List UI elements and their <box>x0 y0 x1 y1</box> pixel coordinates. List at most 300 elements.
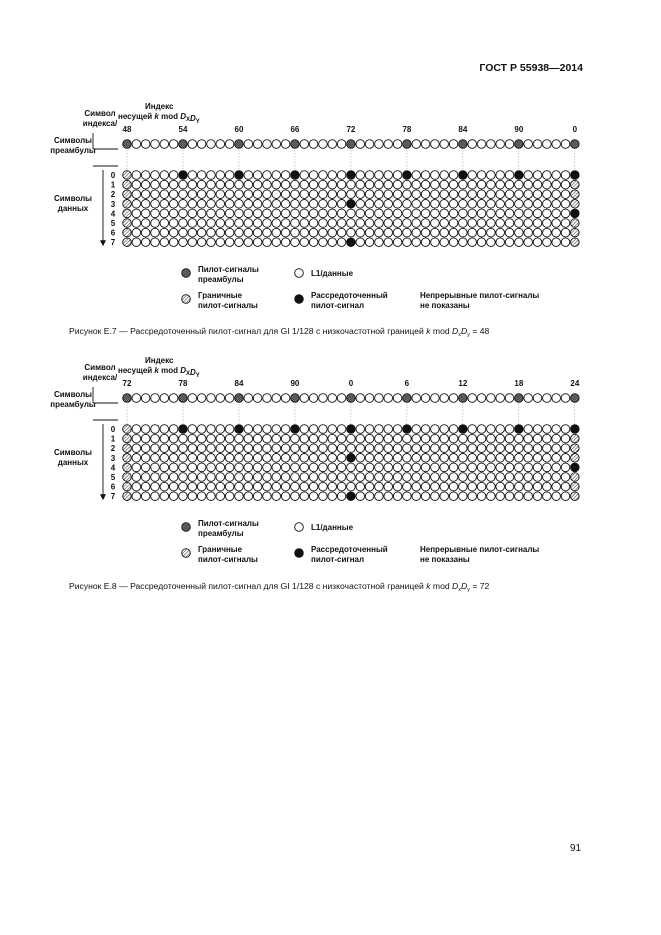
data-cell <box>160 444 169 453</box>
data-cell <box>319 482 328 491</box>
data-cell <box>281 219 290 228</box>
data-cell <box>403 444 412 453</box>
carrier-label-part: X <box>185 371 190 377</box>
data-cell <box>487 492 496 501</box>
data-cell <box>468 140 477 149</box>
data-cell <box>533 444 542 453</box>
legend-edge-pilot-swatch <box>182 549 191 558</box>
data-cell <box>496 219 505 228</box>
data-cell <box>169 425 178 434</box>
data-cell <box>132 200 141 209</box>
data-cell <box>393 394 402 403</box>
data-cell <box>356 463 365 472</box>
data-cell <box>309 190 318 199</box>
data-cell <box>412 454 421 463</box>
data-cell <box>141 425 150 434</box>
data-cell <box>459 209 468 218</box>
data-cell <box>496 394 505 403</box>
figure-e8 <box>0 352 661 592</box>
data-cell <box>552 180 561 189</box>
data-cell <box>225 171 234 180</box>
legend-data-swatch <box>295 269 304 278</box>
scattered-pilot-cell <box>347 454 356 463</box>
data-cell <box>440 228 449 237</box>
data-cell <box>477 473 486 482</box>
data-cell <box>477 394 486 403</box>
data-cell <box>403 190 412 199</box>
data-cell <box>188 473 197 482</box>
data-cell <box>188 190 197 199</box>
data-cell <box>169 492 178 501</box>
data-cell <box>543 190 552 199</box>
data-row-number: 2 <box>110 190 116 200</box>
data-cell <box>263 219 272 228</box>
data-cell <box>421 492 430 501</box>
data-cell <box>207 219 216 228</box>
edge-pilot-cell <box>571 482 580 491</box>
data-cell <box>225 238 234 247</box>
data-cell <box>449 219 458 228</box>
data-row-number: 7 <box>110 492 116 502</box>
legend-preamble-pilots: Пилот-сигналы <box>198 265 259 274</box>
data-cell <box>291 434 300 443</box>
data-cell <box>421 200 430 209</box>
data-cell <box>440 434 449 443</box>
data-cell <box>533 238 542 247</box>
data-cell <box>431 238 440 247</box>
data-cell <box>309 425 318 434</box>
data-cell <box>375 454 384 463</box>
data-cell <box>328 209 337 218</box>
data-cell <box>384 434 393 443</box>
data-cell <box>197 444 206 453</box>
data-cell <box>356 219 365 228</box>
data-cell <box>179 454 188 463</box>
data-cell <box>169 171 178 180</box>
legend-continual-pilots: Непрерывные пилот-сигналы <box>420 545 540 554</box>
data-cell <box>384 473 393 482</box>
data-cell <box>244 140 253 149</box>
data-cell <box>272 200 281 209</box>
data-cell <box>468 238 477 247</box>
data-cell <box>412 425 421 434</box>
data-cell <box>300 238 309 247</box>
data-cell <box>291 200 300 209</box>
data-cell <box>384 209 393 218</box>
carrier-label-part: Y <box>195 119 200 125</box>
data-cell <box>487 200 496 209</box>
data-cell <box>319 394 328 403</box>
data-cell <box>393 228 402 237</box>
data-cell <box>524 444 533 453</box>
data-cell <box>328 228 337 237</box>
data-cell <box>253 454 262 463</box>
data-cell <box>393 492 402 501</box>
data-symbols-label: Символы <box>53 194 93 203</box>
carrier-label-part: D <box>190 368 196 377</box>
data-cell <box>403 219 412 228</box>
data-cell <box>253 140 262 149</box>
data-cell <box>235 463 244 472</box>
data-cell <box>253 180 262 189</box>
data-cell <box>533 425 542 434</box>
preamble-pilot-cell <box>403 394 412 403</box>
data-cell <box>188 171 197 180</box>
data-cell <box>449 482 458 491</box>
data-cell <box>477 463 486 472</box>
data-cell <box>151 425 160 434</box>
scattered-pilot-cell <box>235 425 244 434</box>
legend-edge-pilots: пилот-сигналы <box>198 301 258 310</box>
data-symbols-label: данных <box>57 204 89 213</box>
data-cell <box>505 463 514 472</box>
data-cell <box>141 228 150 237</box>
data-cell <box>300 444 309 453</box>
data-cell <box>431 454 440 463</box>
data-cell <box>328 463 337 472</box>
edge-pilot-cell <box>571 473 580 482</box>
data-cell <box>468 171 477 180</box>
edge-pilot-cell <box>123 190 132 199</box>
carrier-label-part: D <box>177 112 186 121</box>
data-cell <box>421 190 430 199</box>
data-cell <box>328 140 337 149</box>
data-cell <box>384 425 393 434</box>
legend-l1-data: L1/данные <box>311 523 354 532</box>
data-cell <box>319 473 328 482</box>
data-cell <box>347 482 356 491</box>
data-cell <box>319 171 328 180</box>
data-cell <box>207 190 216 199</box>
data-cell <box>132 209 141 218</box>
data-cell <box>496 454 505 463</box>
data-cell <box>552 209 561 218</box>
data-cell <box>356 200 365 209</box>
caption-mod: mod <box>432 326 450 336</box>
carrier-index-tick: 72 <box>346 125 356 134</box>
data-cell <box>235 434 244 443</box>
data-cell <box>253 473 262 482</box>
data-cell <box>337 454 346 463</box>
data-cell <box>291 190 300 199</box>
data-cell <box>552 394 561 403</box>
data-cell <box>188 463 197 472</box>
data-cell <box>421 473 430 482</box>
scattered-pilot-cell <box>403 425 412 434</box>
preamble-symbols-label: Символы <box>53 136 93 145</box>
data-row-number: 6 <box>110 482 116 492</box>
data-cell <box>179 190 188 199</box>
data-cell <box>533 473 542 482</box>
data-cell <box>300 180 309 189</box>
data-cell <box>300 425 309 434</box>
data-cell <box>291 209 300 218</box>
caption-dy-sub: y <box>467 332 470 338</box>
data-cell <box>384 200 393 209</box>
data-cell <box>524 238 533 247</box>
data-cell <box>384 171 393 180</box>
data-cell <box>431 394 440 403</box>
data-cell <box>440 473 449 482</box>
caption-k: k <box>426 581 431 591</box>
data-cell <box>468 219 477 228</box>
scattered-pilot-cell <box>515 425 524 434</box>
data-cell <box>244 454 253 463</box>
data-cell <box>197 228 206 237</box>
data-cell <box>300 492 309 501</box>
figure-e7-caption <box>69 326 489 338</box>
data-cell <box>487 140 496 149</box>
data-cell <box>300 190 309 199</box>
data-cell <box>309 473 318 482</box>
data-cell <box>216 219 225 228</box>
data-cell <box>160 209 169 218</box>
data-cell <box>543 434 552 443</box>
data-cell <box>477 454 486 463</box>
data-cell <box>533 394 542 403</box>
data-cell <box>225 425 234 434</box>
data-cell <box>412 463 421 472</box>
caption-prefix: Рисунок Е.8 — Рассредоточенный пилот-сигнал для GI 1/128 с низкочастотной границей <box>69 581 424 591</box>
data-cell <box>384 482 393 491</box>
data-cell <box>375 394 384 403</box>
data-cell <box>319 180 328 189</box>
data-cell <box>188 209 197 218</box>
data-cell <box>272 140 281 149</box>
data-cell <box>375 492 384 501</box>
data-cell <box>244 473 253 482</box>
data-row-number: 3 <box>110 453 116 463</box>
data-cell <box>347 190 356 199</box>
data-cell <box>300 140 309 149</box>
data-cell <box>515 180 524 189</box>
data-cell <box>347 180 356 189</box>
data-cell <box>459 219 468 228</box>
scattered-pilot-cell <box>291 425 300 434</box>
data-cell <box>365 190 374 199</box>
data-cell <box>244 180 253 189</box>
data-cell <box>235 209 244 218</box>
data-cell <box>477 219 486 228</box>
data-cell <box>552 434 561 443</box>
data-cell <box>421 425 430 434</box>
data-cell <box>459 190 468 199</box>
edge-pilot-cell <box>571 180 580 189</box>
data-cell <box>524 482 533 491</box>
data-cell <box>421 238 430 247</box>
data-cell <box>561 482 570 491</box>
data-cell <box>449 180 458 189</box>
data-cell <box>468 180 477 189</box>
data-cell <box>291 238 300 247</box>
legend-edge-pilots: Граничные <box>198 291 243 300</box>
data-cell <box>365 219 374 228</box>
data-cell <box>449 228 458 237</box>
data-cell <box>365 454 374 463</box>
data-cell <box>384 180 393 189</box>
data-cell <box>487 444 496 453</box>
data-cell <box>515 482 524 491</box>
data-cell <box>197 482 206 491</box>
edge-pilot-cell <box>123 209 132 218</box>
data-cell <box>524 180 533 189</box>
scattered-pilot-cell <box>347 171 356 180</box>
data-cell <box>281 473 290 482</box>
data-cell <box>347 228 356 237</box>
data-cell <box>225 394 234 403</box>
data-cell <box>337 434 346 443</box>
data-cell <box>431 219 440 228</box>
data-cell <box>337 209 346 218</box>
data-cell <box>384 492 393 501</box>
data-cell <box>347 434 356 443</box>
data-cell <box>543 180 552 189</box>
data-cell <box>561 238 570 247</box>
data-cell <box>300 219 309 228</box>
carrier-index-tick: 0 <box>572 125 578 134</box>
data-cell <box>235 219 244 228</box>
data-cell <box>365 434 374 443</box>
data-cell <box>151 219 160 228</box>
data-cell <box>309 171 318 180</box>
carrier-label-part: mod <box>158 366 178 375</box>
carrier-index-label: Индекс <box>145 356 174 365</box>
data-cell <box>412 482 421 491</box>
data-cell <box>431 482 440 491</box>
data-cell <box>468 454 477 463</box>
data-cell <box>431 200 440 209</box>
data-cell <box>319 492 328 501</box>
data-cell <box>375 209 384 218</box>
scattered-pilot-cell <box>403 171 412 180</box>
data-cell <box>132 463 141 472</box>
data-cell <box>291 180 300 189</box>
data-cell <box>319 238 328 247</box>
data-cell <box>487 171 496 180</box>
data-cell <box>365 463 374 472</box>
data-cell <box>244 394 253 403</box>
data-cell <box>337 473 346 482</box>
data-cell <box>561 140 570 149</box>
data-cell <box>533 482 542 491</box>
data-cell <box>459 482 468 491</box>
preamble-pilot-cell <box>235 140 244 149</box>
data-cell <box>272 228 281 237</box>
data-cell <box>207 463 216 472</box>
edge-pilot-cell <box>571 200 580 209</box>
preamble-pilot-cell <box>459 394 468 403</box>
data-cell <box>412 180 421 189</box>
data-cell <box>244 482 253 491</box>
preamble-pilot-cell <box>179 140 188 149</box>
data-cell <box>272 434 281 443</box>
data-cell <box>337 200 346 209</box>
data-cell <box>281 434 290 443</box>
data-cell <box>151 228 160 237</box>
legend-preamble-pilots: Пилот-сигналы <box>198 519 259 528</box>
data-cell <box>440 463 449 472</box>
data-cell <box>300 171 309 180</box>
scattered-pilot-cell <box>235 171 244 180</box>
data-cell <box>188 180 197 189</box>
data-cell <box>347 219 356 228</box>
data-cell <box>132 482 141 491</box>
data-cell <box>552 454 561 463</box>
data-cell <box>151 454 160 463</box>
data-cell <box>496 463 505 472</box>
data-cell <box>216 140 225 149</box>
legend-l1-data: L1/данные <box>311 269 354 278</box>
data-cell <box>552 238 561 247</box>
legend-preamble-pilots: преамбулы <box>198 275 244 284</box>
edge-pilot-cell <box>123 463 132 472</box>
data-cell <box>253 219 262 228</box>
data-cell <box>356 394 365 403</box>
data-cell <box>561 454 570 463</box>
legend-edge-pilots: Граничные <box>198 545 243 554</box>
data-cell <box>207 482 216 491</box>
data-cell <box>393 238 402 247</box>
data-cell <box>487 180 496 189</box>
data-cell <box>524 425 533 434</box>
edge-pilot-cell <box>123 454 132 463</box>
data-cell <box>393 482 402 491</box>
data-cell <box>141 482 150 491</box>
data-cell <box>356 238 365 247</box>
data-cell <box>440 190 449 199</box>
data-cell <box>552 171 561 180</box>
figure-e8-caption <box>69 581 489 593</box>
data-cell <box>505 394 514 403</box>
data-cell <box>375 238 384 247</box>
data-cell <box>421 444 430 453</box>
data-cell <box>328 482 337 491</box>
data-cell <box>337 190 346 199</box>
data-cell <box>132 425 141 434</box>
data-row-number: 0 <box>110 425 116 434</box>
caption-dy-sub: y <box>467 587 470 593</box>
data-cell <box>309 492 318 501</box>
data-row-number: 1 <box>110 434 116 444</box>
data-cell <box>169 190 178 199</box>
legend-preamble-pilot-swatch <box>182 269 191 278</box>
data-cell <box>449 434 458 443</box>
preamble-symbols-label: преамбулы <box>50 400 96 409</box>
data-cell <box>253 209 262 218</box>
data-cell <box>440 171 449 180</box>
data-cell <box>281 454 290 463</box>
data-cell <box>197 219 206 228</box>
data-cell <box>459 454 468 463</box>
scattered-pilot-cell <box>571 425 580 434</box>
data-cell <box>272 171 281 180</box>
carrier-index-tick: 12 <box>458 379 468 388</box>
data-cell <box>468 425 477 434</box>
data-cell <box>515 473 524 482</box>
data-cell <box>561 171 570 180</box>
data-cell <box>561 492 570 501</box>
data-cell <box>300 394 309 403</box>
legend-preamble-pilot-swatch <box>182 523 191 532</box>
data-cell <box>459 238 468 247</box>
data-cell <box>421 180 430 189</box>
scattered-pilot-cell <box>571 463 580 472</box>
data-cell <box>132 492 141 501</box>
data-cell <box>505 200 514 209</box>
data-symbols-label: Символы <box>53 448 93 457</box>
data-cell <box>459 180 468 189</box>
scattered-pilot-cell <box>459 425 468 434</box>
